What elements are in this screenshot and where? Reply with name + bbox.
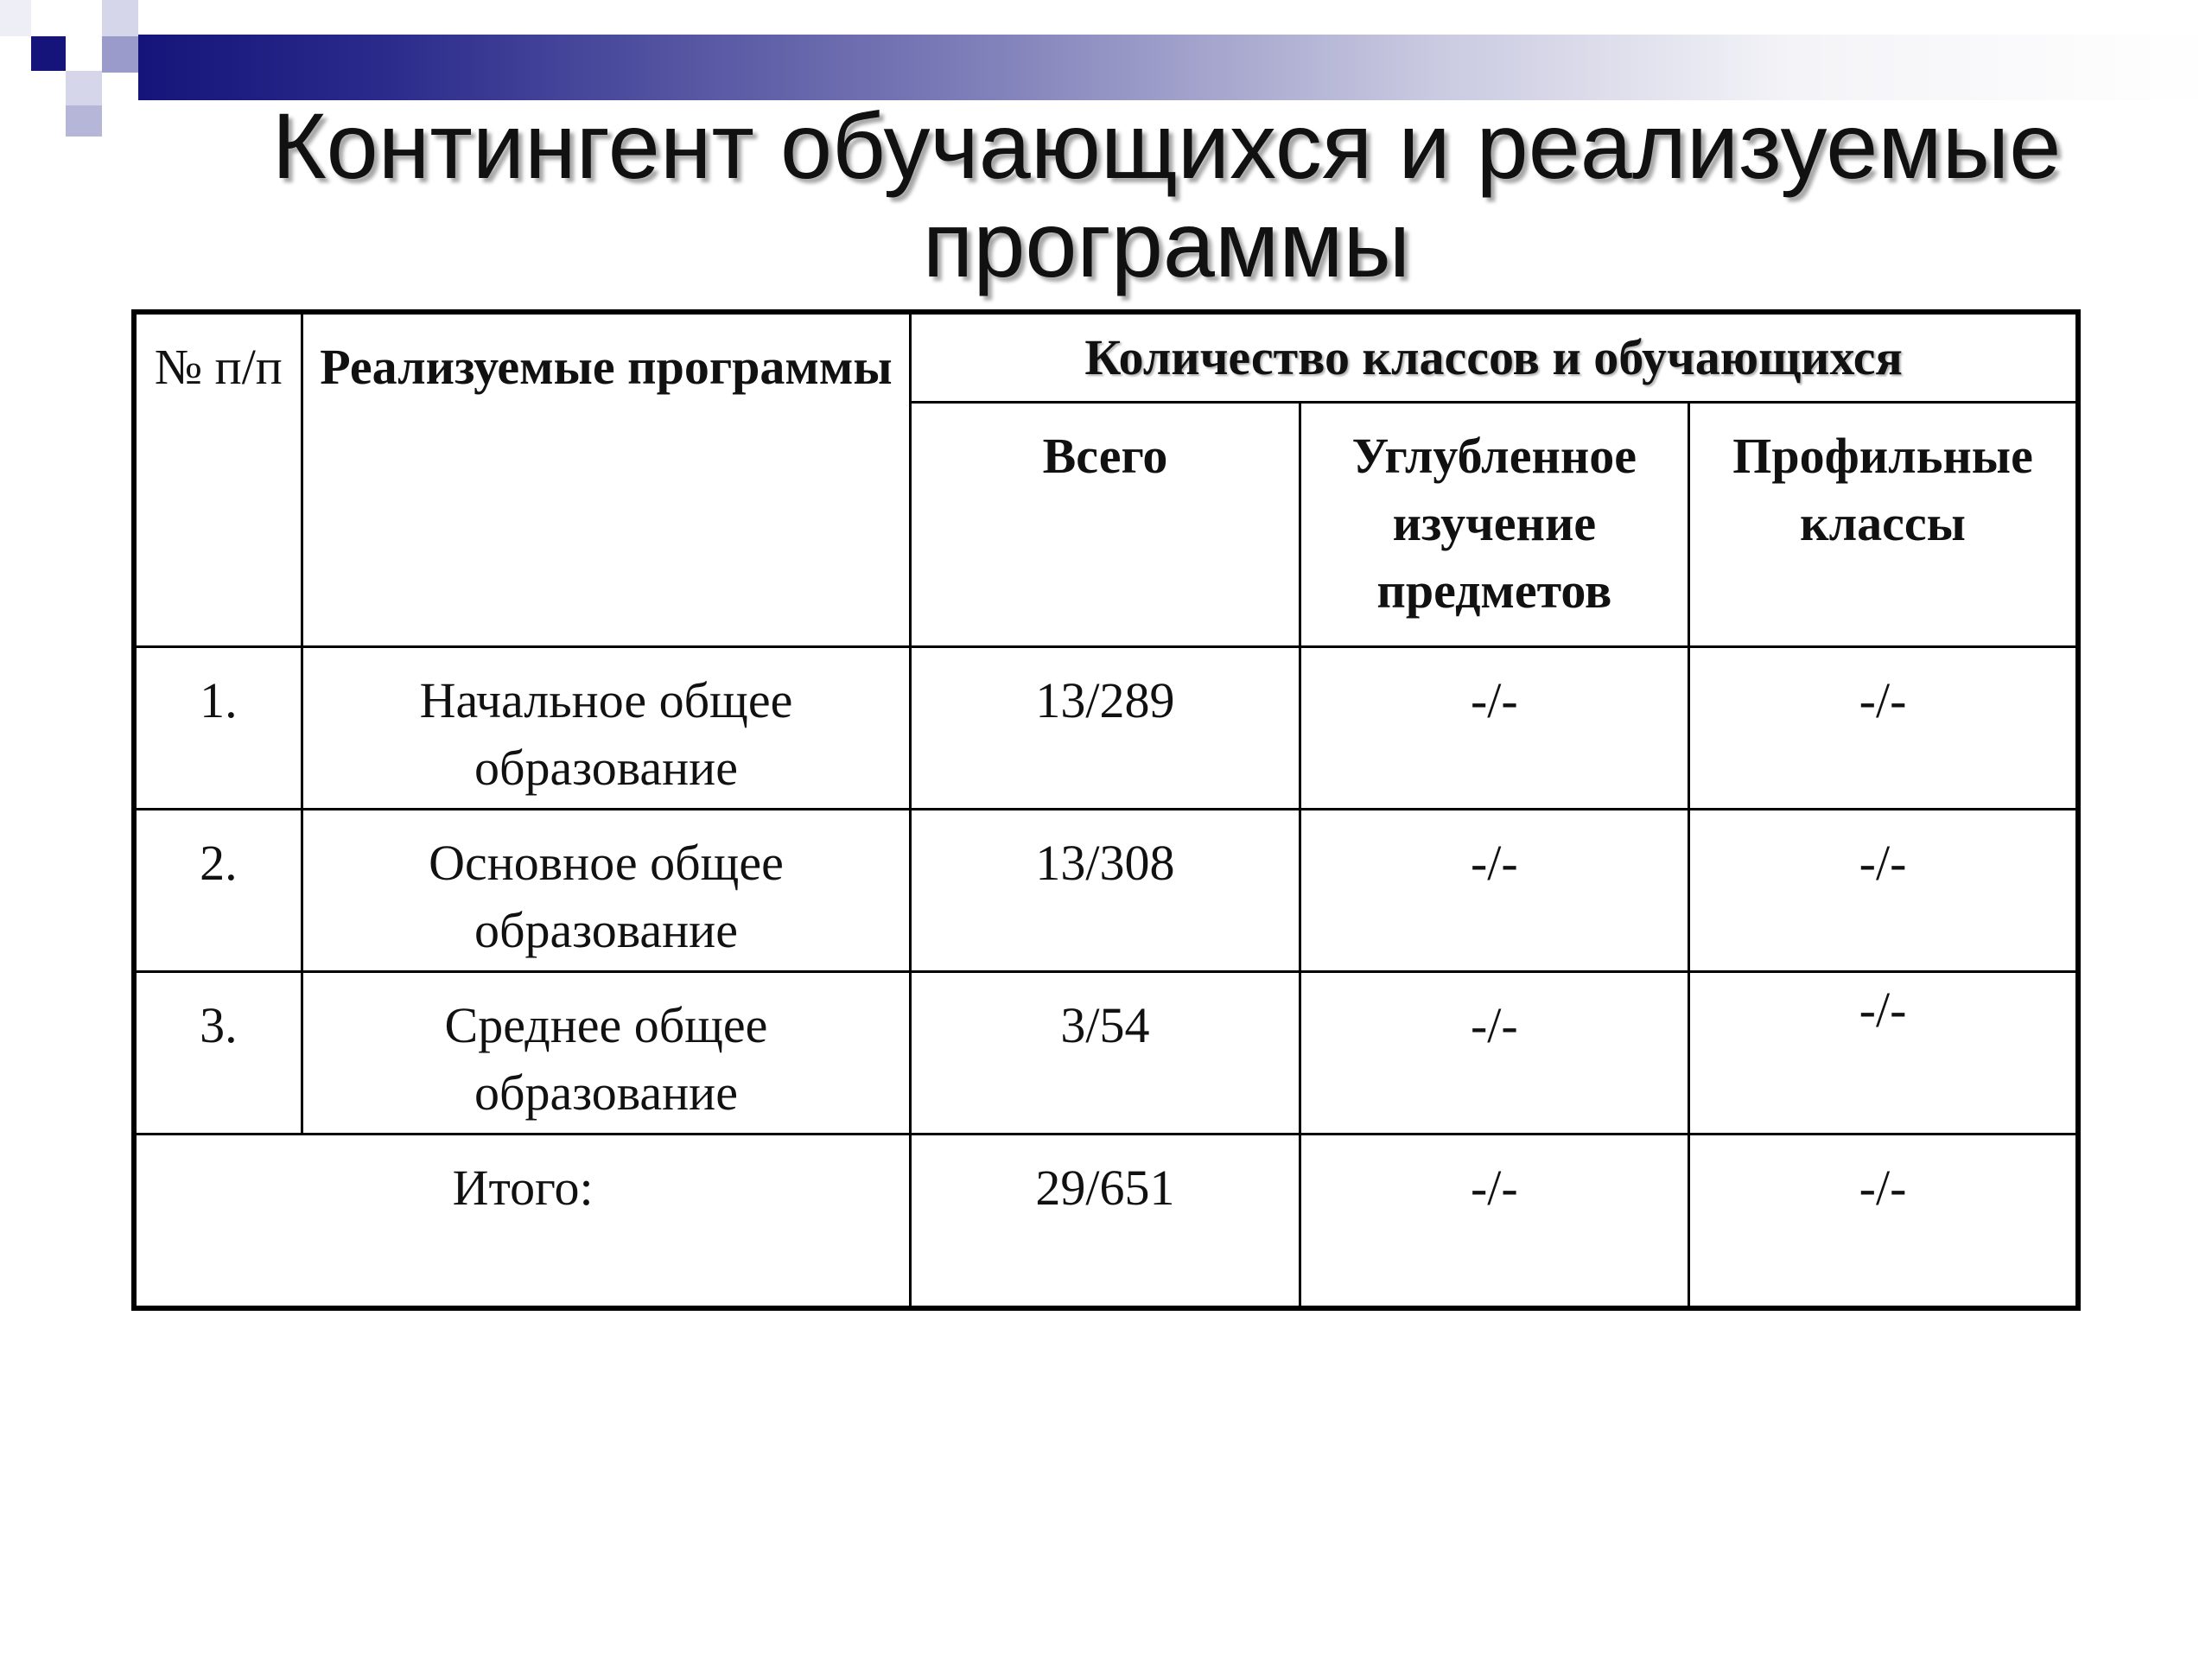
decor-square (102, 36, 138, 73)
header-deep-study: Углубленное изучение предметов (1300, 403, 1688, 647)
row-profile: -/- (1689, 647, 2078, 810)
header-profile-classes: Профильные классы (1689, 403, 2078, 647)
decor-square (66, 71, 102, 105)
header-group-classes-students: Количество классов и обучающихся (911, 312, 2078, 403)
table-header-row (134, 312, 2078, 403)
total-label: Итого: (134, 1135, 911, 1309)
row-number: 1. (134, 647, 302, 810)
row-total: 13/289 (911, 647, 1300, 810)
row-number: 2. (134, 810, 302, 972)
row-profile (1689, 972, 2078, 1135)
header-programs: Реализуемые программы (302, 312, 911, 647)
total-deep: -/- (1300, 1135, 1688, 1309)
header-number: № п/п (134, 312, 302, 647)
row-program: Среднее общее образование (302, 972, 911, 1135)
row-deep: -/- (1300, 647, 1688, 810)
total-profile: -/- (1689, 1135, 2078, 1309)
decor-square (31, 36, 66, 71)
row-total: 3/54 (911, 972, 1300, 1135)
decor-square (0, 0, 31, 36)
row-total: 13/308 (911, 810, 1300, 972)
row-number: 3. (134, 972, 302, 1135)
slide-title: Контингент обучающихся и реализуемые программы (271, 93, 2062, 296)
row-program: Основное общее образование (302, 810, 911, 972)
decor-square (66, 105, 102, 137)
row-deep: -/- (1300, 810, 1688, 972)
row-program: Начальное общее образование (302, 647, 911, 810)
row-deep: -/- (1300, 972, 1688, 1135)
table-row (134, 647, 2078, 810)
table-total-row (134, 1135, 2078, 1309)
row-profile: -/- (1689, 810, 2078, 972)
header-total: Всего (911, 403, 1300, 647)
table-row (134, 810, 2078, 972)
header-decor-bar (138, 35, 2212, 100)
total-value: 29/651 (911, 1135, 1300, 1309)
decor-square (102, 0, 138, 36)
table-row (134, 972, 2078, 1135)
programs-table (131, 309, 2081, 1311)
row-profile-value: -/- (1859, 982, 1907, 1038)
